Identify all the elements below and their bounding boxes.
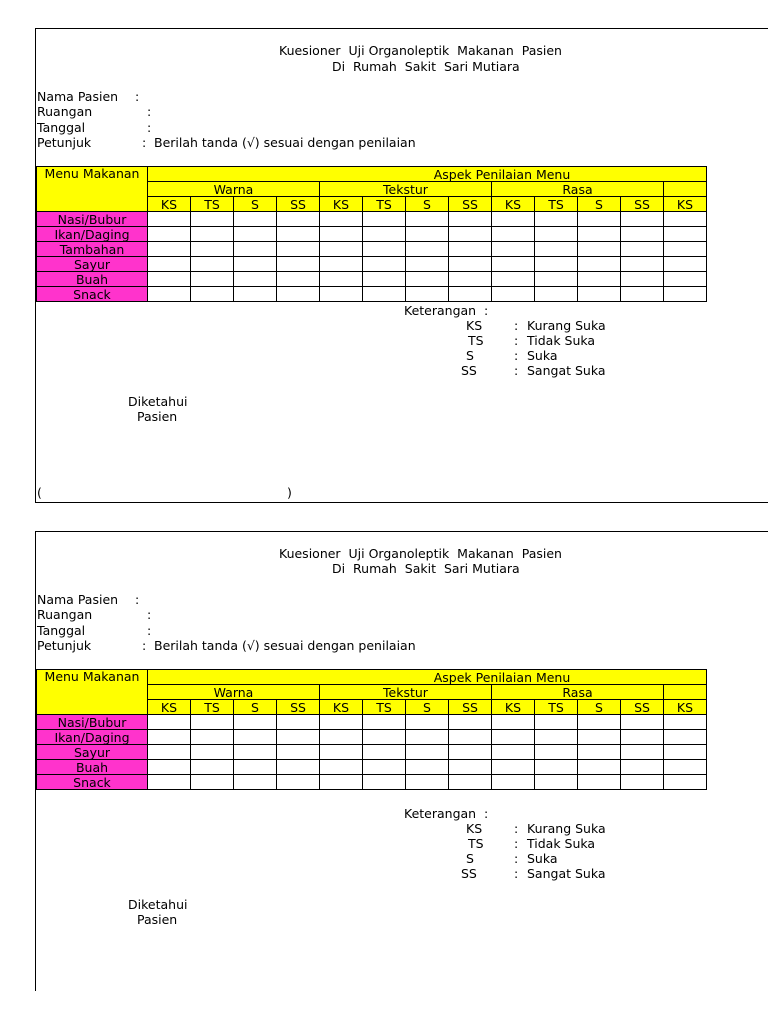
form-subtitle: Di Rumah Sakit Sari Mutiara: [332, 59, 520, 74]
field-label-tanggal: Tanggal: [37, 120, 86, 135]
form-subtitle: Di Rumah Sakit Sari Mutiara: [332, 561, 520, 576]
menu-item-label: Nasi/Bubur: [37, 715, 148, 730]
rating-cell[interactable]: [535, 760, 578, 775]
rating-cell[interactable]: [578, 287, 621, 302]
legend-sep: :: [514, 333, 519, 348]
table-row: [37, 775, 707, 790]
field-sep: :: [147, 607, 152, 622]
table-row: [37, 287, 707, 302]
group-tekstur: Tekstur: [320, 182, 492, 197]
signature-role: Pasien: [137, 409, 178, 424]
rating-cell[interactable]: [535, 257, 578, 272]
score-col: KS: [664, 197, 707, 212]
legend-text: Tidak Suka: [527, 333, 596, 348]
rating-cell[interactable]: [664, 715, 707, 730]
rating-cell[interactable]: [234, 257, 277, 272]
rating-cell[interactable]: [191, 272, 234, 287]
rating-cell[interactable]: [449, 760, 492, 775]
legend-title: Keterangan :: [404, 806, 489, 821]
form-title: Kuesioner Uji Organoleptik Makanan Pasien: [279, 43, 562, 58]
rating-cell[interactable]: [664, 242, 707, 257]
rating-cell[interactable]: [234, 287, 277, 302]
rating-cell[interactable]: [191, 227, 234, 242]
rating-cell[interactable]: [664, 272, 707, 287]
rating-cell[interactable]: [406, 257, 449, 272]
rating-cell[interactable]: [621, 730, 664, 745]
score-col: KS: [664, 700, 707, 715]
rating-cell[interactable]: [406, 212, 449, 227]
rating-cell[interactable]: [621, 242, 664, 257]
score-col: S: [406, 197, 449, 212]
rating-cell[interactable]: [492, 272, 535, 287]
rating-cell[interactable]: [406, 272, 449, 287]
rating-cell[interactable]: [320, 287, 363, 302]
table-row: [37, 745, 707, 760]
rating-cell[interactable]: [492, 212, 535, 227]
rating-cell[interactable]: [277, 287, 320, 302]
score-col: KS: [320, 197, 363, 212]
rating-cell[interactable]: [363, 760, 406, 775]
rating-cell[interactable]: [191, 745, 234, 760]
rating-cell[interactable]: [234, 760, 277, 775]
rating-cell[interactable]: [234, 775, 277, 790]
legend-title: Keterangan :: [404, 303, 489, 318]
rating-cell[interactable]: [406, 745, 449, 760]
field-label-petunjuk: Petunjuk: [37, 638, 92, 653]
table-row: [37, 760, 707, 775]
rating-cell[interactable]: [449, 287, 492, 302]
rating-cell[interactable]: [535, 287, 578, 302]
rating-cell[interactable]: [320, 227, 363, 242]
rating-cell[interactable]: [535, 242, 578, 257]
legend-text: Sangat Suka: [527, 866, 606, 881]
menu-item-label: Snack: [37, 287, 148, 302]
rating-cell[interactable]: [277, 227, 320, 242]
score-col: TS: [535, 700, 578, 715]
rating-cell[interactable]: [191, 257, 234, 272]
score-col: KS: [492, 700, 535, 715]
rating-cell[interactable]: [492, 745, 535, 760]
rating-cell[interactable]: [621, 715, 664, 730]
menu-item-label: Ikan/Daging: [37, 227, 148, 242]
score-col: S: [234, 700, 277, 715]
legend-sep: :: [514, 866, 519, 881]
signature-open-paren: (: [37, 485, 42, 500]
rating-cell[interactable]: [621, 287, 664, 302]
rating-cell[interactable]: [406, 730, 449, 745]
score-col: SS: [449, 197, 492, 212]
table-row: [37, 715, 707, 730]
rating-cell[interactable]: [277, 715, 320, 730]
group-extra: [664, 685, 707, 700]
field-label-nama-pasien: Nama Pasien: [37, 592, 119, 607]
rating-cell[interactable]: [320, 775, 363, 790]
group-rasa: Rasa: [492, 182, 664, 197]
rating-cell[interactable]: [363, 257, 406, 272]
rating-cell[interactable]: [191, 730, 234, 745]
rating-cell[interactable]: [320, 242, 363, 257]
rating-cell[interactable]: [664, 212, 707, 227]
rating-cell[interactable]: [578, 272, 621, 287]
legend-sep: :: [514, 851, 519, 866]
menu-item-label: Tambahan: [37, 242, 148, 257]
rating-cell[interactable]: [492, 242, 535, 257]
rating-cell[interactable]: [191, 715, 234, 730]
rating-cell[interactable]: [578, 212, 621, 227]
rating-cell[interactable]: [191, 287, 234, 302]
questionnaire-form-1: [35, 28, 768, 503]
menu-item-label: Nasi/Bubur: [37, 212, 148, 227]
instruction-text: Berilah tanda (√) sesuai dengan penilaian: [154, 638, 416, 653]
legend-text: Kurang Suka: [527, 821, 606, 836]
table-row: [37, 212, 707, 227]
field-label-petunjuk: Petunjuk: [37, 135, 92, 150]
rating-cell[interactable]: [492, 257, 535, 272]
rating-cell[interactable]: [277, 775, 320, 790]
table-row: [37, 272, 707, 287]
score-col: TS: [191, 700, 234, 715]
rating-cell[interactable]: [363, 227, 406, 242]
rating-cell[interactable]: [406, 775, 449, 790]
rating-cell[interactable]: [492, 730, 535, 745]
field-label-nama-pasien: Nama Pasien: [37, 89, 119, 104]
group-warna: Warna: [148, 685, 320, 700]
rating-cell[interactable]: [535, 227, 578, 242]
score-col: SS: [277, 197, 320, 212]
rating-rows: [37, 212, 707, 302]
field-sep: :: [135, 89, 140, 104]
rating-cell[interactable]: [621, 745, 664, 760]
rating-cell[interactable]: [406, 227, 449, 242]
rating-cell[interactable]: [148, 227, 191, 242]
rating-cell[interactable]: [449, 745, 492, 760]
score-col: S: [578, 197, 621, 212]
legend-sep: :: [514, 821, 519, 836]
rating-cell[interactable]: [449, 730, 492, 745]
rating-cell[interactable]: [449, 212, 492, 227]
rating-cell[interactable]: [406, 242, 449, 257]
rating-cell[interactable]: [578, 257, 621, 272]
menu-item-label: Sayur: [37, 745, 148, 760]
score-col: S: [406, 700, 449, 715]
rating-cell[interactable]: [234, 212, 277, 227]
field-sep: :: [147, 104, 152, 119]
rating-cell[interactable]: [363, 715, 406, 730]
rating-cell[interactable]: [449, 242, 492, 257]
rating-cell[interactable]: [191, 760, 234, 775]
rating-cell[interactable]: [535, 745, 578, 760]
score-col: SS: [621, 197, 664, 212]
menu-item-label: Sayur: [37, 257, 148, 272]
rating-cell[interactable]: [277, 730, 320, 745]
signature-label: Diketahui: [128, 394, 188, 409]
score-col: SS: [621, 700, 664, 715]
signature-role: Pasien: [137, 912, 178, 927]
rating-cell[interactable]: [363, 242, 406, 257]
field-sep: :: [142, 638, 147, 653]
rating-cell[interactable]: [363, 745, 406, 760]
rating-cell[interactable]: [535, 272, 578, 287]
table-row: [37, 730, 707, 745]
rating-cell[interactable]: [664, 775, 707, 790]
rating-cell[interactable]: [449, 272, 492, 287]
table-row: [37, 257, 707, 272]
rating-table: [36, 669, 707, 790]
rating-cell[interactable]: [664, 257, 707, 272]
legend-sep: :: [514, 363, 519, 378]
score-col: TS: [363, 700, 406, 715]
rating-cell[interactable]: [363, 287, 406, 302]
legend-sep: :: [514, 836, 519, 851]
rating-cell[interactable]: [535, 775, 578, 790]
table-row: [37, 242, 707, 257]
rating-cell[interactable]: [234, 715, 277, 730]
rating-cell[interactable]: [320, 745, 363, 760]
rating-cell[interactable]: [578, 715, 621, 730]
aspect-header: Aspek Penilaian Menu: [148, 167, 707, 182]
field-sep: :: [135, 592, 140, 607]
score-col: SS: [277, 700, 320, 715]
signature-label: Diketahui: [128, 897, 188, 912]
rating-cell[interactable]: [148, 272, 191, 287]
rating-cell[interactable]: [320, 272, 363, 287]
rating-cell[interactable]: [363, 212, 406, 227]
rating-cell[interactable]: [406, 760, 449, 775]
rating-cell[interactable]: [320, 760, 363, 775]
rating-cell[interactable]: [234, 745, 277, 760]
rating-cell[interactable]: [406, 715, 449, 730]
menu-item-label: Buah: [37, 760, 148, 775]
rating-cell[interactable]: [621, 775, 664, 790]
rating-cell[interactable]: [578, 775, 621, 790]
rating-cell[interactable]: [578, 745, 621, 760]
legend-code: KS: [466, 821, 483, 836]
score-col: KS: [492, 197, 535, 212]
rating-cell[interactable]: [535, 212, 578, 227]
rating-cell[interactable]: [277, 257, 320, 272]
rating-cell[interactable]: [148, 730, 191, 745]
rating-cell[interactable]: [148, 242, 191, 257]
rating-cell[interactable]: [191, 212, 234, 227]
rating-cell[interactable]: [191, 242, 234, 257]
rating-cell[interactable]: [621, 257, 664, 272]
rating-cell[interactable]: [449, 257, 492, 272]
rating-cell[interactable]: [191, 775, 234, 790]
table-row: [37, 227, 707, 242]
rating-cell[interactable]: [492, 227, 535, 242]
legend-text: Suka: [527, 851, 558, 866]
field-sep: :: [147, 623, 152, 638]
score-col: TS: [535, 197, 578, 212]
rating-cell[interactable]: [277, 272, 320, 287]
score-col: KS: [148, 197, 191, 212]
rating-cell[interactable]: [449, 227, 492, 242]
rating-cell[interactable]: [234, 242, 277, 257]
group-tekstur: Tekstur: [320, 685, 492, 700]
rating-cell[interactable]: [148, 257, 191, 272]
rating-cell[interactable]: [277, 242, 320, 257]
menu-header: Menu Makanan: [37, 167, 148, 212]
rating-cell[interactable]: [621, 272, 664, 287]
legend-sep: :: [514, 318, 519, 333]
legend-code: SS: [461, 363, 477, 378]
rating-cell[interactable]: [320, 730, 363, 745]
score-col: S: [578, 700, 621, 715]
legend-text: Suka: [527, 348, 558, 363]
score-col: KS: [148, 700, 191, 715]
rating-cell[interactable]: [363, 730, 406, 745]
rating-cell[interactable]: [621, 212, 664, 227]
legend-code: KS: [466, 318, 483, 333]
legend-sep: :: [514, 348, 519, 363]
rating-cell[interactable]: [492, 715, 535, 730]
field-label-ruangan: Ruangan: [37, 607, 93, 622]
rating-cell[interactable]: [148, 287, 191, 302]
score-col: TS: [191, 197, 234, 212]
rating-cell[interactable]: [234, 272, 277, 287]
rating-cell[interactable]: [492, 775, 535, 790]
rating-cell[interactable]: [578, 760, 621, 775]
rating-cell[interactable]: [492, 287, 535, 302]
rating-cell[interactable]: [492, 760, 535, 775]
rating-cell[interactable]: [148, 775, 191, 790]
rating-cell[interactable]: [578, 730, 621, 745]
menu-item-label: Snack: [37, 775, 148, 790]
rating-cell[interactable]: [320, 212, 363, 227]
rating-cell[interactable]: [320, 257, 363, 272]
score-col: S: [234, 197, 277, 212]
rating-cell[interactable]: [406, 287, 449, 302]
rating-cell[interactable]: [449, 715, 492, 730]
rating-cell[interactable]: [277, 745, 320, 760]
field-sep: :: [142, 135, 147, 150]
menu-item-label: Ikan/Daging: [37, 730, 148, 745]
score-col: SS: [449, 700, 492, 715]
menu-header: Menu Makanan: [37, 670, 148, 715]
rating-cell[interactable]: [148, 715, 191, 730]
score-col: TS: [363, 197, 406, 212]
field-label-tanggal: Tanggal: [37, 623, 86, 638]
group-extra: [664, 182, 707, 197]
rating-cell[interactable]: [148, 212, 191, 227]
legend-code: SS: [461, 866, 477, 881]
rating-cell[interactable]: [148, 745, 191, 760]
rating-cell[interactable]: [277, 760, 320, 775]
rating-cell[interactable]: [535, 715, 578, 730]
legend-code: TS: [468, 836, 484, 851]
rating-cell[interactable]: [664, 227, 707, 242]
rating-cell[interactable]: [363, 775, 406, 790]
legend-text: Kurang Suka: [527, 318, 606, 333]
legend-text: Sangat Suka: [527, 363, 606, 378]
legend-text: Tidak Suka: [527, 836, 596, 851]
score-col: KS: [320, 700, 363, 715]
rating-cell[interactable]: [320, 715, 363, 730]
rating-cell[interactable]: [234, 227, 277, 242]
signature-close-paren: ): [287, 485, 292, 500]
group-warna: Warna: [148, 182, 320, 197]
aspect-header: Aspek Penilaian Menu: [148, 670, 707, 685]
rating-cell[interactable]: [234, 730, 277, 745]
field-label-ruangan: Ruangan: [37, 104, 93, 119]
rating-cell[interactable]: [535, 730, 578, 745]
rating-cell[interactable]: [664, 287, 707, 302]
instruction-text: Berilah tanda (√) sesuai dengan penilaian: [154, 135, 416, 150]
rating-table: [36, 166, 707, 302]
rating-cell[interactable]: [148, 760, 191, 775]
rating-cell[interactable]: [664, 745, 707, 760]
menu-item-label: Buah: [37, 272, 148, 287]
form-title: Kuesioner Uji Organoleptik Makanan Pasien: [279, 546, 562, 561]
rating-rows: [37, 715, 707, 790]
rating-cell[interactable]: [664, 730, 707, 745]
rating-cell[interactable]: [664, 760, 707, 775]
field-sep: :: [147, 120, 152, 135]
group-rasa: Rasa: [492, 685, 664, 700]
questionnaire-form-2: [35, 531, 768, 991]
legend-code: S: [466, 348, 474, 363]
rating-cell[interactable]: [621, 760, 664, 775]
rating-cell[interactable]: [277, 212, 320, 227]
rating-cell[interactable]: [578, 242, 621, 257]
rating-cell[interactable]: [363, 272, 406, 287]
legend-code: TS: [468, 333, 484, 348]
legend-code: S: [466, 851, 474, 866]
rating-cell[interactable]: [449, 775, 492, 790]
rating-cell[interactable]: [578, 227, 621, 242]
rating-cell[interactable]: [621, 227, 664, 242]
